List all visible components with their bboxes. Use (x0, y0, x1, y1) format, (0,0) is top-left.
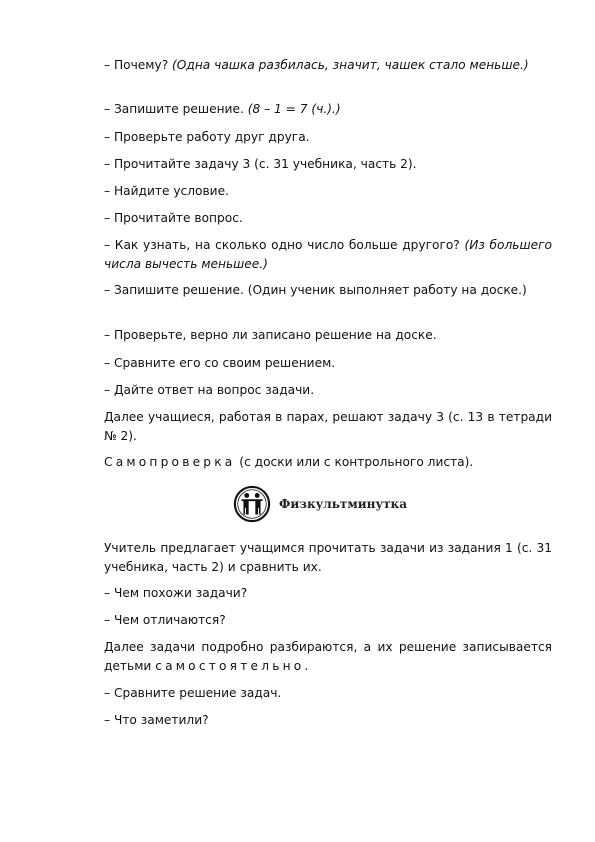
answer-text: (Одна чашка разбилась, значит, чашек стало меньше.) (172, 58, 529, 72)
paragraph-check-each-other: – Проверьте работу друг друга. (104, 130, 310, 144)
answer-text: (Из большего числа вычесть меньшее.) (104, 238, 552, 271)
paragraph-find-condition: – Найдите условие. (104, 184, 229, 198)
paragraph-what-noticed: – Что заметили? (104, 713, 209, 727)
paragraph-teacher-offers: Учитель предлагает учащимся прочитать задачи из задания 1 (с. 31 учебника, часть 2) и сравнить их. (104, 541, 552, 574)
paragraph-compare-solution: – Сравните его со своим решением. (104, 356, 336, 370)
banner-label: Физкультминутка (279, 497, 407, 511)
question-text: – Как узнать, на сколько одно число больше другого? (104, 238, 465, 252)
paragraph-how-similar: – Чем похожи задачи? (104, 586, 248, 600)
paragraph-read-task-3: – Прочитайте задачу 3 (с. 31 учебника, часть 2). (104, 157, 417, 171)
paragraph-how-different: – Чем отличаются? (104, 613, 226, 627)
paragraph-write-solution-board: – Запишите решение. (Один ученик выполняет работу на доске.) (104, 283, 527, 297)
analysis-end: . (304, 659, 309, 673)
paragraph-how-to-know (104, 236, 552, 274)
paragraph-check-board: – Проверьте, верно ли записано решение на доске. (104, 328, 437, 342)
physical-exercise-banner (226, 482, 418, 526)
paragraph-self-check (104, 453, 552, 472)
two-people-circle-icon (233, 485, 271, 523)
instruction-text: – Запишите решение. (104, 102, 248, 116)
paragraph-write-solution (104, 100, 552, 119)
solution-text: (8 – 1 = 7 (ч.).) (247, 102, 341, 116)
paragraph-pairs-work: Далее учащиеся, работая в парах, решают задачу 3 (с. 13 в тетради № 2). (104, 410, 552, 443)
question-text: – Почему? (104, 58, 173, 72)
analysis-text: Далее задачи подробно разбираются, а их решение записывается детьми (104, 640, 552, 673)
independently-term: самостоятельно (155, 659, 305, 673)
paragraph-compare-tasks: – Сравните решение задач. (104, 686, 282, 700)
self-check-note: (с доски или с контрольного листа). (235, 455, 474, 469)
paragraph-read-question: – Прочитайте вопрос. (104, 211, 243, 225)
paragraph-further-analysis (104, 638, 552, 676)
paragraph-why (104, 56, 552, 75)
self-check-term: Самопроверка (104, 455, 236, 469)
paragraph-answer-question: – Дайте ответ на вопрос задачи. (104, 383, 315, 397)
